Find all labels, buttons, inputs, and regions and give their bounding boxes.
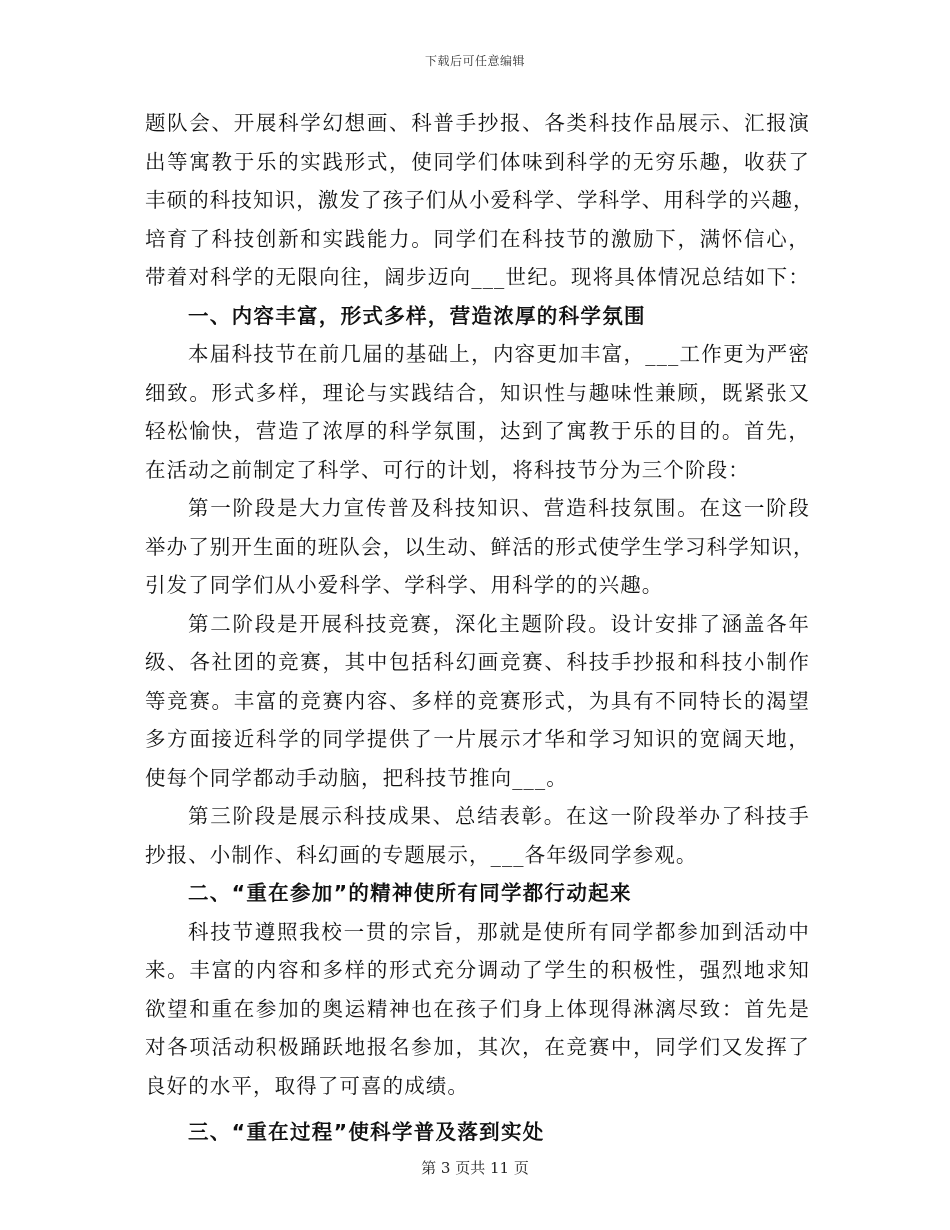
- page-footer: 第 3 页共 11 页: [421, 1159, 529, 1177]
- paragraph-line: 第二阶段是开展科技竞赛，深化主题阶段。设计安排了涵盖各年: [188, 611, 810, 636]
- paragraph-line: 本届科技节在前几届的基础上，内容更加丰富，___工作更为严密: [188, 342, 810, 366]
- document-body: [145, 104, 815, 1152]
- paragraph-line: 举办了别开生面的班队会，以生动、鲜活的形式使学生学习科学知识，: [145, 534, 815, 559]
- paragraph-line: 第一阶段是大力宣传普及科技知识、营造科技氛围。在这一阶段: [188, 496, 810, 520]
- paragraph-line: 引发了同学们从小爱科学、学科学、用科学的的兴趣。: [145, 573, 664, 597]
- paragraph-line: 培育了科技创新和实践能力。同学们在科技节的激励下，满怀信心，: [145, 226, 810, 251]
- paragraph-line: 在活动之前制定了科学、可行的计划，将科技节分为三个阶段：: [145, 457, 750, 482]
- paragraph-line: 抄报、小制作、科幻画的专题展示，___各年级同学参观。: [145, 842, 698, 867]
- paragraph-line: 带着对科学的无限向往，阔步迈向___世纪。现将具体情况总结如下：: [145, 265, 810, 289]
- section-heading: 三、“重在过程”使科学普及落到实处: [188, 1120, 545, 1144]
- paragraph-line: 等竞赛。丰富的竞赛内容、多样的竞赛形式，为具有不同特长的渴望: [145, 688, 810, 713]
- paragraph-line: 第三阶段是展示科技成果、总结表彰。在这一阶段举办了科技手: [188, 804, 810, 828]
- paragraph-line: 科技节遵照我校一贯的宗旨，那就是使所有同学都参加到活动中: [188, 919, 810, 944]
- section-heading: 二、“重在参加”的精神使所有同学都行动起来: [188, 881, 632, 905]
- paragraph-line: 级、各社团的竞赛，其中包括科幻画竞赛、科技手抄报和科技小制作: [145, 650, 810, 674]
- section-heading: 一、内容丰富，形式多样，营造浓厚的科学氛围: [188, 303, 646, 328]
- paragraph-line: 多方面接近科学的同学提供了一片展示才华和学习知识的宽阔天地，: [145, 727, 810, 751]
- paragraph-line: 来。丰富的内容和多样的形式充分调动了学生的积极性，强烈地求知: [145, 958, 810, 982]
- paragraph-line: 对各项活动积极踊跃地报名参加，其次，在竞赛中，同学们又发挥了: [145, 1035, 810, 1059]
- paragraph-line: 欲望和重在参加的奥运精神也在孩子们身上体现得淋漓尽致：首先是: [145, 996, 810, 1021]
- paragraph-line: 丰硕的科技知识，激发了孩子们从小爱科学、学科学、用科学的兴趣，: [145, 188, 815, 212]
- paragraph-line: 良好的水平，取得了可喜的成绩。: [145, 1073, 469, 1098]
- paragraph-line: 使每个同学都动手动脑，把科技节推向___。: [145, 765, 568, 790]
- paragraph-line: 题队会、开展科学幻想画、科普手抄报、各类科技作品展示、汇报演: [145, 111, 810, 135]
- paragraph-line: 细致。形式多样，理论与实践结合，知识性与趣味性兼顾，既紧张又: [145, 380, 810, 405]
- paragraph-line: 轻松愉快，营造了浓厚的科学氛围，达到了寓教于乐的目的。首先，: [145, 419, 810, 443]
- paragraph-line: 出等寓教于乐的实践形式，使同学们体味到科学的无穷乐趣，收获了: [145, 149, 810, 174]
- page-header: 下载后可任意编辑: [424, 54, 525, 68]
